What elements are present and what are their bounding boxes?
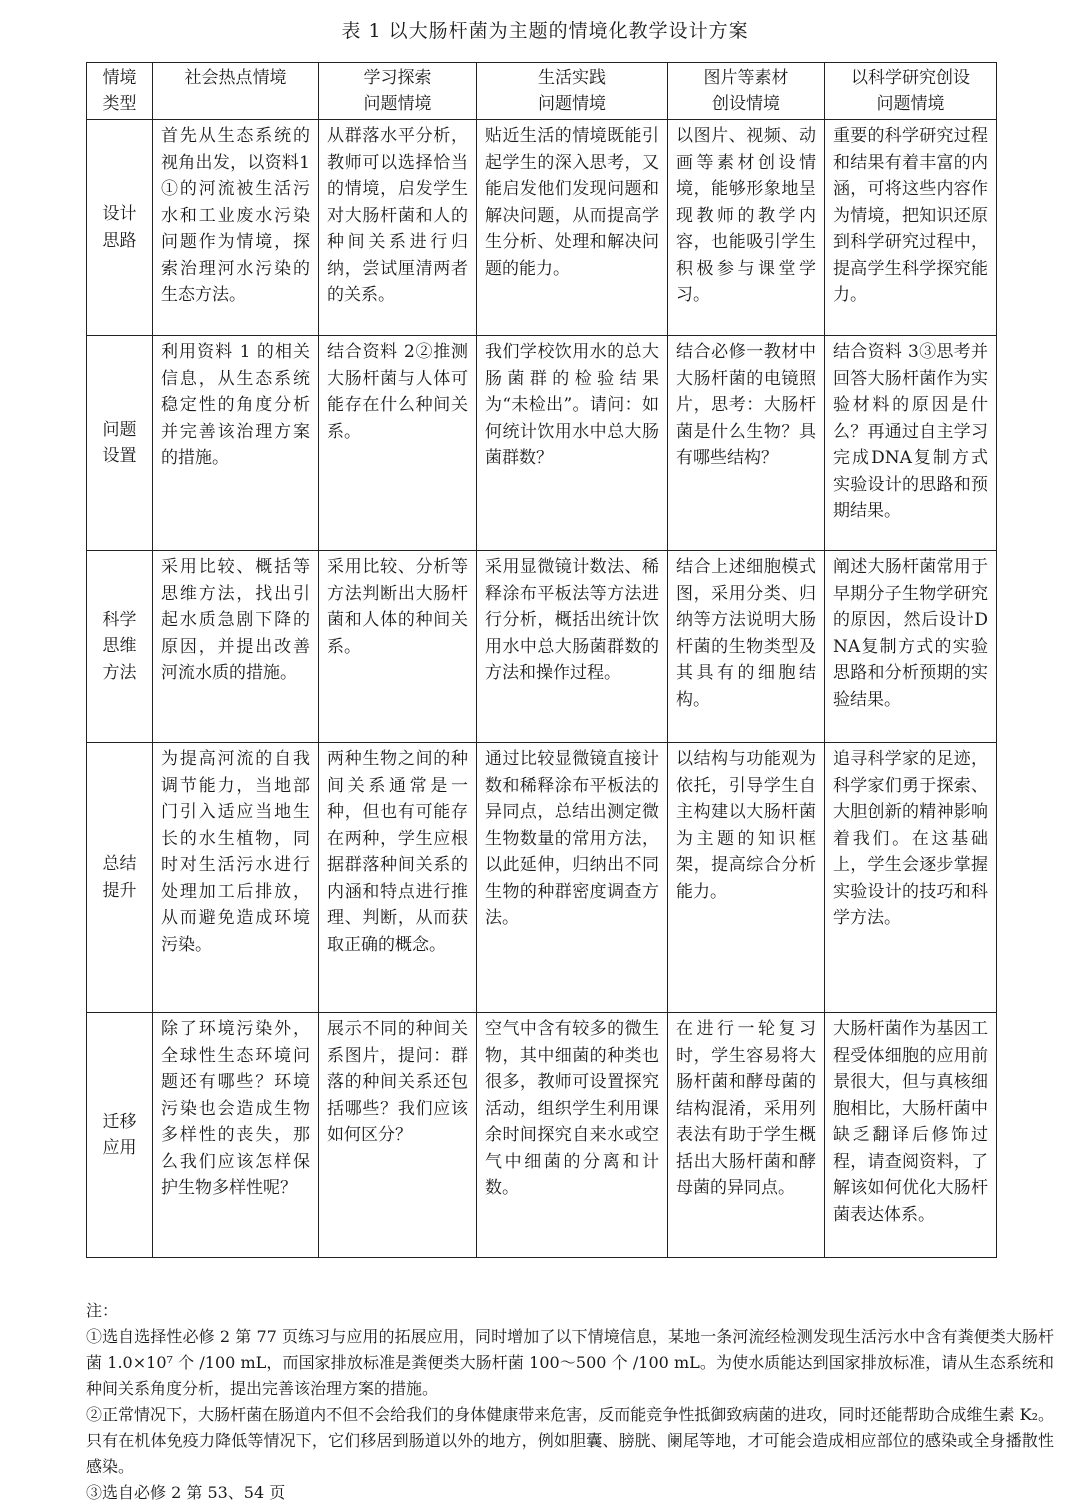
row-label-summary: 总结 提升 bbox=[87, 743, 153, 1013]
header-picture-material: 图片等素材 创设情境 bbox=[668, 63, 825, 120]
table-cell: 通过比较显微镜直接计数和稀释涂布平板法的异同点，总结出测定微生物数量的常用方法，以此延伸，归纳出不同生物的种群密度调查方法。 bbox=[477, 743, 668, 1013]
table-cell: 两种生物之间的种间关系通常是一种，但也有可能存在两种，学生应根据群落种间关系的内涵和特点进行推理、判断，从而获取正确的概念。 bbox=[319, 743, 477, 1013]
table-header-row bbox=[87, 63, 997, 120]
table-cell: 我们学校饮用水的总大肠菌群的检验结果为“未检出”。请问：如何统计饮用水中总大肠菌群数？ bbox=[477, 336, 668, 551]
footnote-2: ②正常情况下，大肠杆菌在肠道内不但不会给我们的身体健康带来危害，反而能竞争性抵御致病菌的进攻，同时还能帮助合成维生素 K₂。只有在机体免疫力降低等情况下，它们移居到肠道以外的地方，例如胆囊、膀胱、阑尾等地，才可能会造成相应部位的感染或全身播散性感染。 bbox=[86, 1405, 1054, 1476]
table-cell: 追寻科学家的足迹，科学家们勇于探索、大胆创新的精神影响着我们。在这基础上，学生会逐步掌握实验设计的技巧和科学方法。 bbox=[825, 743, 997, 1013]
table-cell: 贴近生活的情境既能引起学生的深入思考，又能启发他们发现问题和解决问题，从而提高学生分析、处理和解决问题的能力。 bbox=[477, 120, 668, 336]
table-cell: 阐述大肠杆菌常用于早期分子生物学研究的原因，然后设计DNA复制方式的实验思路和分析预期的实验结果。 bbox=[825, 551, 997, 743]
table-row bbox=[87, 1013, 997, 1258]
header-life-practice: 生活实践 问题情境 bbox=[477, 63, 668, 120]
header-social-hotspot: 社会热点情境 bbox=[153, 63, 319, 120]
table-cell: 除了环境污染外，全球性生态环境问题还有哪些？环境污染也会造成生物多样性的丧失，那么我们应该怎样保护生物多样性呢？ bbox=[153, 1013, 319, 1258]
table-cell: 从群落水平分析，教师可以选择恰当的情境，启发学生对大肠杆菌和人的种间关系进行归纳，尝试厘清两者的关系。 bbox=[319, 120, 477, 336]
table-cell: 利用资料 1 的相关信息，从生态系统稳定性的角度分析并完善该治理方案的措施。 bbox=[153, 336, 319, 551]
row-label-design-idea: 设计 思路 bbox=[87, 120, 153, 336]
table-cell: 结合资料 3③思考并回答大肠杆菌作为实验材料的原因是什么？再通过自主学习完成DNA复制方式实验设计的思路和预期结果。 bbox=[825, 336, 997, 551]
table-cell: 为提高河流的自我调节能力，当地部门引入适应当地生长的水生植物，同时对生活污水进行处理加工后排放，从而避免造成环境污染。 bbox=[153, 743, 319, 1013]
table-cell: 以结构与功能观为依托，引导学生自主构建以大肠杆菌为主题的知识框架，提高综合分析能力。 bbox=[668, 743, 825, 1013]
table-row bbox=[87, 743, 997, 1013]
table-title: 表 1 以大肠杆菌为主题的情境化教学设计方案 bbox=[341, 20, 749, 42]
footnotes bbox=[86, 1298, 1054, 1506]
header-scientific-research: 以科学研究创设 问题情境 bbox=[825, 63, 997, 120]
footnote-3: ③选自必修 2 第 53、54 页 bbox=[86, 1483, 286, 1502]
table-cell: 大肠杆菌作为基因工程受体细胞的应用前景很大，但与真核细胞相比，大肠杆菌中缺乏翻译后修饰过程，请查阅资料，了解该如何优化大肠杆菌表达体系。 bbox=[825, 1013, 997, 1258]
table-cell: 结合必修一教材中大肠杆菌的电镜照片，思考：大肠杆菌是什么生物？具有哪些结构？ bbox=[668, 336, 825, 551]
table-row bbox=[87, 551, 997, 743]
table-cell: 采用比较、概括等思维方法，找出引起水质急剧下降的原因，并提出改善河流水质的措施。 bbox=[153, 551, 319, 743]
table-row bbox=[87, 120, 997, 336]
table-cell: 展示不同的种间关系图片，提问：群落的种间关系还包括哪些？我们应该如何区分？ bbox=[319, 1013, 477, 1258]
teaching-design-table bbox=[86, 62, 997, 1258]
footnote-1: ①选自选择性必修 2 第 77 页练习与应用的拓展应用，同时增加了以下情境信息，某地一条河流经检测发现生活污水中含有粪便类大肠杆菌 1.0×10⁷ 个 /100 mL，而国家排放标准是粪便类大肠杆菌 100～500 个 /100 mL。为使水质能达到国家排放标准，请从生态系统和种间关系角度分析，提出完善该治理方案的措施。 bbox=[86, 1327, 1054, 1398]
table-cell: 结合资料 2②推测大肠杆菌与人体可能存在什么种间关系。 bbox=[319, 336, 477, 551]
table-cell: 采用显微镜计数法、稀释涂布平板法等方法进行分析，概括出统计饮用水中总大肠菌群数的方法和操作过程。 bbox=[477, 551, 668, 743]
row-label-question-setting: 问题 设置 bbox=[87, 336, 153, 551]
table-cell: 空气中含有较多的微生物，其中细菌的种类也很多，教师可设置探究活动，组织学生利用课余时间探究自来水或空气中细菌的分离和计数。 bbox=[477, 1013, 668, 1258]
footnotes-heading: 注： bbox=[86, 1301, 119, 1320]
table-cell: 结合上述细胞模式图，采用分类、归纳等方法说明大肠杆菌的生物类型及其具有的细胞结构。 bbox=[668, 551, 825, 743]
header-situation-type: 情境 类型 bbox=[87, 63, 153, 120]
table-cell: 首先从生态系统的视角出发，以资料1①的河流被生活污水和工业废水污染问题作为情境，探索治理河水污染的生态方法。 bbox=[153, 120, 319, 336]
table-row bbox=[87, 336, 997, 551]
row-label-scientific-thinking: 科学 思维 方法 bbox=[87, 551, 153, 743]
table-cell: 采用比较、分析等方法判断出大肠杆菌和人体的种间关系。 bbox=[319, 551, 477, 743]
table-cell: 重要的科学研究过程和结果有着丰富的内涵，可将这些内容作为情境，把知识还原到科学研究过程中，提高学生科学探究能力。 bbox=[825, 120, 997, 336]
table-cell: 以图片、视频、动画等素材创设情境，能够形象地呈现教师的教学内容，也能吸引学生积极参与课堂学习。 bbox=[668, 120, 825, 336]
row-label-transfer-application: 迁移 应用 bbox=[87, 1013, 153, 1258]
table-cell: 在进行一轮复习时，学生容易将大肠杆菌和酵母菌的结构混淆，采用列表法有助于学生概括出大肠杆菌和酵母菌的异同点。 bbox=[668, 1013, 825, 1258]
header-learning-exploration: 学习探索 问题情境 bbox=[319, 63, 477, 120]
